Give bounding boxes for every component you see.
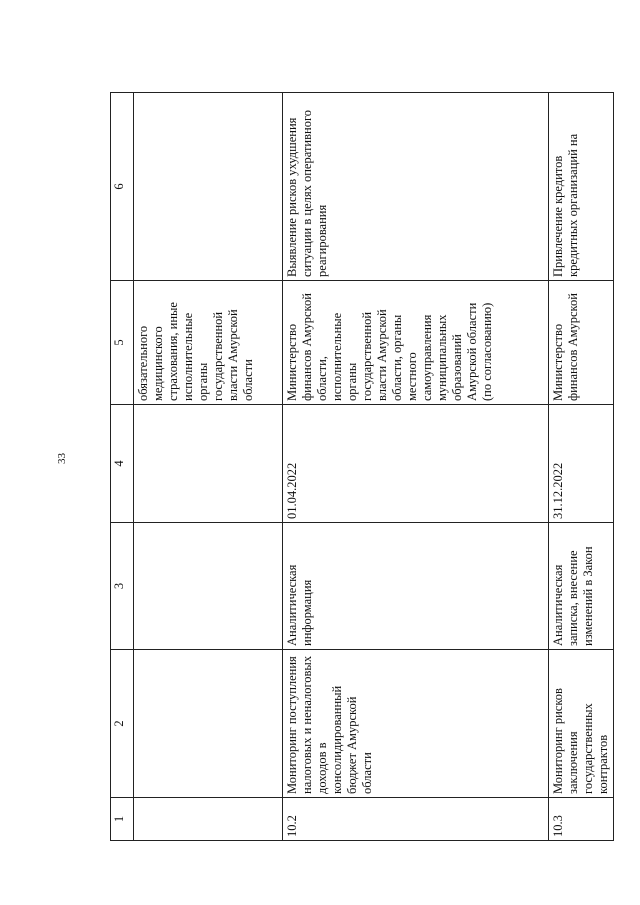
page-number: 33 (56, 453, 68, 464)
cell-executors: обязательного медицинского страхования, иные исполнительные органы государственной власти Амурской области (134, 281, 283, 405)
header-col-3: 3 (111, 523, 134, 650)
header-col-1: 1 (111, 798, 134, 841)
cell-num: 10.3 (549, 798, 614, 841)
cell-result (134, 523, 283, 650)
cell-event: Мониторинг поступления налоговых и неналоговых доходов в консолидированный бюджет Амурской области (283, 650, 549, 798)
cell-result: Аналитическая записка, внесение изменений в Закон (549, 523, 614, 650)
table-row (283, 93, 549, 841)
header-col-6: 6 (111, 93, 134, 281)
table-row (549, 93, 614, 841)
cell-date: 31.12.2022 (549, 405, 614, 523)
cell-goal (134, 93, 283, 281)
cell-event: Мониторинг рисков заключения государственных контрактов (549, 650, 614, 798)
header-col-2: 2 (111, 650, 134, 798)
cell-num: 10.2 (283, 798, 549, 841)
cell-goal: Привлечение кредитов кредитных организаций на (549, 93, 614, 281)
measures-table (110, 92, 614, 841)
table-container (110, 93, 610, 841)
cell-date: 01.04.2022 (283, 405, 549, 523)
header-col-4: 4 (111, 405, 134, 523)
cell-result: Аналитическая информация (283, 523, 549, 650)
cell-executors: Министерство финансов Амурской области, исполнительные органы государственной власти Амурской области, органы местного самоуправления муниципальных образований Амурской области (по согласованию) (283, 281, 549, 405)
header-col-5: 5 (111, 281, 134, 405)
cell-num (134, 798, 283, 841)
cell-event (134, 650, 283, 798)
cell-goal: Выявление рисков ухудшения ситуации в целях оперативного реагирования (283, 93, 549, 281)
cell-date (134, 405, 283, 523)
rotated-table (110, 93, 610, 841)
cell-executors: Министерство финансов Амурской (549, 281, 614, 405)
header-row (111, 93, 134, 841)
table-row (134, 93, 283, 841)
